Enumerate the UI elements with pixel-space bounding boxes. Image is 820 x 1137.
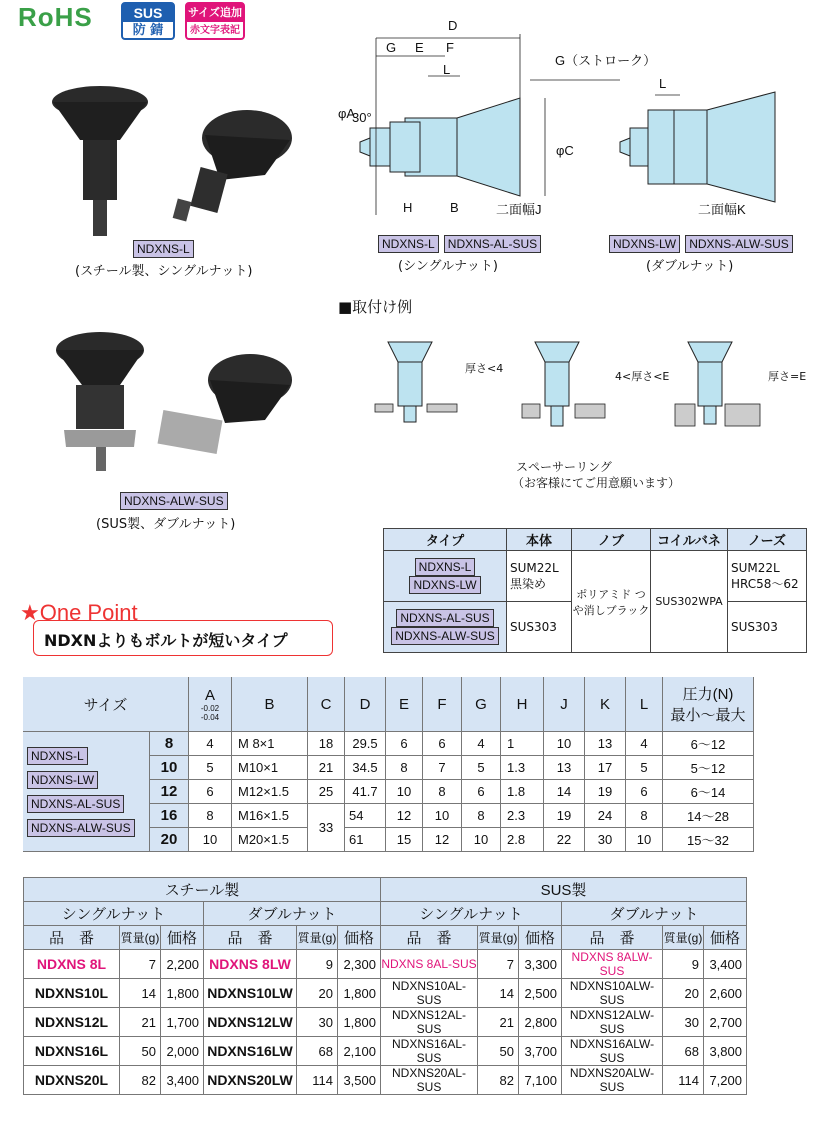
price-cell: 3,800 <box>704 1037 747 1066</box>
drawing-double-caption: (ダブルナット) <box>646 259 734 274</box>
price-cell: 3,500 <box>338 1066 381 1095</box>
dim-J: 二面幅J <box>496 202 542 217</box>
spec-cell: 14 <box>544 780 585 804</box>
price-col-pn: 品 番 <box>562 926 663 950</box>
price-cell: NDXNS20AL-SUS <box>381 1066 478 1095</box>
spec-cell: 10 <box>544 732 585 756</box>
spec-head-A: A <box>204 686 215 704</box>
price-cell: 2,600 <box>704 979 747 1008</box>
price-cell: 68 <box>297 1037 338 1066</box>
price-cell: 21 <box>478 1008 519 1037</box>
spec-size-10: 10 <box>150 756 189 780</box>
price-cell: 9 <box>663 950 704 979</box>
spec-head-K: K <box>585 677 626 732</box>
price-col-mass: 質量(g) <box>120 926 161 950</box>
price-cell: NDXNS 8AL-SUS <box>381 950 478 979</box>
spec-type-2: NDXNS-LW <box>27 771 98 789</box>
spec-head-E: E <box>386 677 423 732</box>
price-cell: 20 <box>663 979 704 1008</box>
spec-cell: 8 <box>626 804 663 828</box>
spec-cell: 10 <box>462 828 501 852</box>
price-cell: 9 <box>297 950 338 979</box>
price-table <box>23 877 747 1095</box>
spec-type-1: NDXNS-L <box>27 747 88 765</box>
mat-head-nose: ノーズ <box>728 529 807 551</box>
spec-head-L: L <box>626 677 663 732</box>
price-col-pn: 品 番 <box>204 926 297 950</box>
photo-single-nut <box>45 80 295 250</box>
price-cell: 3,400 <box>161 1066 204 1095</box>
sus-badge-bottom: 防 錆 <box>132 23 164 38</box>
spec-cell: 24 <box>585 804 626 828</box>
price-cell: NDXNS20LW <box>204 1066 297 1095</box>
price-sub-4: ダブルナット <box>562 902 747 926</box>
spec-cell: 5～12 <box>663 756 754 780</box>
spec-cell: 13 <box>585 732 626 756</box>
spec-head-pressure-range: 最小～最大 <box>670 707 746 724</box>
spec-size-8: 8 <box>150 732 189 756</box>
mount-title: ■取付け例 <box>338 298 413 316</box>
drawing-single-caption: (シングルナット) <box>398 259 498 274</box>
mat-body-steel: SUM22L 黒染め <box>507 551 572 602</box>
dim-H: H <box>403 200 413 215</box>
size-badge <box>185 2 245 40</box>
spec-head-H: H <box>501 677 544 732</box>
spec-cell: 21 <box>308 756 345 780</box>
spec-head-J: J <box>544 677 585 732</box>
spec-cell: 14～28 <box>663 804 754 828</box>
mat-spring: SUS302WPA <box>651 551 728 653</box>
price-col-mass: 質量(g) <box>663 926 704 950</box>
spec-head-A-tol-bottom: -0.04 <box>200 712 220 722</box>
spec-size-12: 12 <box>150 780 189 804</box>
price-cell: 2,800 <box>519 1008 562 1037</box>
photo-double-caption: (SUS製、ダブルナット) <box>96 517 236 532</box>
spec-cell: 12 <box>386 804 423 828</box>
mat-head-knob: ノブ <box>572 529 651 551</box>
spec-cell: 6 <box>462 780 501 804</box>
dim-L: L <box>443 62 451 77</box>
spec-cell: 19 <box>585 780 626 804</box>
spec-cell: 6 <box>626 780 663 804</box>
mat-body-sus: SUS303 <box>507 602 572 653</box>
price-cell: NDXNS12ALW-SUS <box>562 1008 663 1037</box>
price-cell: NDXNS16ALW-SUS <box>562 1037 663 1066</box>
spec-cell: 8 <box>462 804 501 828</box>
price-group-sus: SUS製 <box>381 878 747 902</box>
price-cell: 7,200 <box>704 1066 747 1095</box>
spec-cell: 1.8 <box>501 780 544 804</box>
photo-double-label: NDXNS-ALW-SUS <box>120 492 228 510</box>
spec-cell: M16×1.5 <box>232 804 308 828</box>
spec-cell: 61 <box>345 828 386 852</box>
price-cell: 3,400 <box>704 950 747 979</box>
sus-badge <box>121 2 175 40</box>
spec-cell: 10 <box>423 804 462 828</box>
spec-head-F: F <box>423 677 462 732</box>
price-col-mass: 質量(g) <box>478 926 519 950</box>
spec-cell: 15 <box>386 828 423 852</box>
one-point-text: NDXNよりもボルトが短いタイプ <box>44 631 288 650</box>
spec-head-G: G <box>462 677 501 732</box>
price-cell: 68 <box>663 1037 704 1066</box>
spec-cell: 18 <box>308 732 345 756</box>
spec-head-B: B <box>232 677 308 732</box>
spec-cell: 1 <box>501 732 544 756</box>
mount-t1: 厚さ<4 <box>465 362 504 375</box>
price-sub-2: ダブルナット <box>204 902 381 926</box>
spec-cell: 17 <box>585 756 626 780</box>
spec-table <box>23 677 754 852</box>
spec-cell: 15～32 <box>663 828 754 852</box>
price-col-price: 価格 <box>704 926 747 950</box>
spec-cell: 6 <box>423 732 462 756</box>
dim-D: D <box>448 18 458 33</box>
price-col-price: 価格 <box>519 926 562 950</box>
rohs-logo: RoHS <box>18 2 93 32</box>
price-cell: NDXNS20L <box>24 1066 120 1095</box>
spec-cell: 19 <box>544 804 585 828</box>
mat-nose-steel: SUM22L HRC58～62 <box>728 551 807 602</box>
mount-t2: 4<厚さ<E <box>615 370 670 383</box>
spec-cell: 13 <box>544 756 585 780</box>
mat-type-4: NDXNS-ALW-SUS <box>391 627 499 645</box>
price-cell: 21 <box>120 1008 161 1037</box>
spec-head-C: C <box>308 677 345 732</box>
price-cell: NDXNS12AL-SUS <box>381 1008 478 1037</box>
price-cell: 2,700 <box>704 1008 747 1037</box>
mat-type-3: NDXNS-AL-SUS <box>396 609 493 627</box>
price-sub-3: シングルナット <box>381 902 562 926</box>
price-cell: NDXNS10AL-SUS <box>381 979 478 1008</box>
spec-cell: 1.3 <box>501 756 544 780</box>
spec-cell: 2.3 <box>501 804 544 828</box>
spec-cell: 8 <box>423 780 462 804</box>
price-cell: 2,200 <box>161 950 204 979</box>
price-cell: NDXNS12L <box>24 1008 120 1037</box>
price-cell: 3,300 <box>519 950 562 979</box>
dim-angle: 30° <box>352 110 372 125</box>
price-group-steel: スチール製 <box>24 878 381 902</box>
mount-spacer-1: スペーサーリング <box>516 460 612 474</box>
dim-G: G <box>386 40 397 55</box>
photo-single-caption: (スチール製、シングルナット) <box>75 264 253 279</box>
price-cell: 114 <box>663 1066 704 1095</box>
spec-cell: 6 <box>189 780 232 804</box>
spec-cell: 29.5 <box>345 732 386 756</box>
dim-F: F <box>446 40 454 55</box>
photo-double-nut <box>50 325 300 485</box>
spec-cell: M 8×1 <box>232 732 308 756</box>
price-row <box>24 1066 747 1095</box>
spec-size-16: 16 <box>150 804 189 828</box>
price-cell: 2,500 <box>519 979 562 1008</box>
price-cell: 2,300 <box>338 950 381 979</box>
price-row <box>24 1037 747 1066</box>
spec-cell: 6～14 <box>663 780 754 804</box>
spec-cell: 22 <box>544 828 585 852</box>
price-cell: 50 <box>120 1037 161 1066</box>
price-cell: NDXNS10L <box>24 979 120 1008</box>
spec-cell: 8 <box>386 756 423 780</box>
spec-type-3: NDXNS-AL-SUS <box>27 795 124 813</box>
spec-cell: 10 <box>189 828 232 852</box>
drawing-double-label-2: NDXNS-ALW-SUS <box>685 235 793 253</box>
price-cell: NDXNS 8LW <box>204 950 297 979</box>
mat-head-type: タイプ <box>384 529 507 551</box>
spec-head-size: サイズ <box>23 677 189 732</box>
spec-cell: 12 <box>423 828 462 852</box>
dim-C: φC <box>556 143 574 158</box>
spec-head-A-tol-top: -0.02 <box>200 703 220 713</box>
price-row <box>24 1008 747 1037</box>
price-cell: 30 <box>663 1008 704 1037</box>
spec-cell: 34.5 <box>345 756 386 780</box>
price-col-pn: 品 番 <box>24 926 120 950</box>
price-col-price: 価格 <box>161 926 204 950</box>
price-cell: 7,100 <box>519 1066 562 1095</box>
mat-type-1: NDXNS-L <box>415 558 476 576</box>
dim-K: 二面幅K <box>698 202 746 217</box>
price-col-mass: 質量(g) <box>297 926 338 950</box>
price-cell: 7 <box>478 950 519 979</box>
spec-cell: 10 <box>626 828 663 852</box>
material-table <box>383 528 807 653</box>
price-cell: NDXNS16L <box>24 1037 120 1066</box>
price-cell: NDXNS 8L <box>24 950 120 979</box>
price-cell: 2,000 <box>161 1037 204 1066</box>
spec-cell: 7 <box>423 756 462 780</box>
price-cell: NDXNS20ALW-SUS <box>562 1066 663 1095</box>
price-cell: 114 <box>297 1066 338 1095</box>
price-cell: 3,700 <box>519 1037 562 1066</box>
spec-cell: 5 <box>189 756 232 780</box>
price-cell: 14 <box>120 979 161 1008</box>
price-cell: 2,100 <box>338 1037 381 1066</box>
mat-type-2: NDXNS-LW <box>409 576 480 594</box>
price-col-price: 価格 <box>338 926 381 950</box>
price-cell: NDXNS12LW <box>204 1008 297 1037</box>
price-cell: 82 <box>478 1066 519 1095</box>
photo-single-label: NDXNS-L <box>133 240 194 258</box>
price-cell: NDXNS16LW <box>204 1037 297 1066</box>
dim-B: B <box>450 200 459 215</box>
spec-cell: 6～12 <box>663 732 754 756</box>
spec-cell: 5 <box>626 756 663 780</box>
price-cell: 20 <box>297 979 338 1008</box>
price-cell: 1,700 <box>161 1008 204 1037</box>
price-cell: NDXNS 8ALW-SUS <box>562 950 663 979</box>
price-cell: 82 <box>120 1066 161 1095</box>
size-badge-top: サイズ追加 <box>187 4 243 22</box>
price-row <box>24 979 747 1008</box>
drawing-double-label-1: NDXNS-LW <box>609 235 680 253</box>
price-cell: 50 <box>478 1037 519 1066</box>
drawing-single-label-1: NDXNS-L <box>378 235 439 253</box>
spec-cell: M12×1.5 <box>232 780 308 804</box>
spec-cell: 54 <box>345 804 386 828</box>
spec-cell: 4 <box>626 732 663 756</box>
mat-knob: ポリアミド つや消しブラック <box>572 551 651 653</box>
spec-cell: 4 <box>462 732 501 756</box>
spec-cell: 41.7 <box>345 780 386 804</box>
mount-t3: 厚さ=E <box>768 370 807 383</box>
spec-cell: M10×1 <box>232 756 308 780</box>
price-cell: NDXNS16AL-SUS <box>381 1037 478 1066</box>
mat-nose-sus: SUS303 <box>728 602 807 653</box>
price-sub-1: シングルナット <box>24 902 204 926</box>
spec-head-pressure: 圧力(N) <box>682 686 734 703</box>
mount-spacer-2: （お客様にてご用意願います） <box>512 476 681 490</box>
dim-A: φA <box>338 106 356 121</box>
spec-size-20: 20 <box>150 828 189 852</box>
spec-cell: 4 <box>189 732 232 756</box>
spec-cell: 25 <box>308 780 345 804</box>
dim-E: E <box>415 40 424 55</box>
dim-stroke: G（ストローク） <box>555 53 657 68</box>
spec-cell: 6 <box>386 732 423 756</box>
spec-head-D: D <box>345 677 386 732</box>
mat-head-body: 本体 <box>507 529 572 551</box>
price-row <box>24 950 747 979</box>
one-point-title: ★One Point <box>20 600 138 625</box>
price-cell: 30 <box>297 1008 338 1037</box>
price-col-pn: 品 番 <box>381 926 478 950</box>
dimension-drawing <box>320 10 820 270</box>
price-cell: 1,800 <box>338 1008 381 1037</box>
mount-drawing <box>370 320 807 450</box>
dim-L2: L <box>659 76 667 91</box>
spec-cell: 5 <box>462 756 501 780</box>
size-badge-bottom: 赤文字表記 <box>190 25 240 36</box>
price-cell: 7 <box>120 950 161 979</box>
spec-cell: 10 <box>386 780 423 804</box>
price-cell: NDXNS10LW <box>204 979 297 1008</box>
price-cell: 14 <box>478 979 519 1008</box>
spec-cell: 30 <box>585 828 626 852</box>
drawing-single-label-2: NDXNS-AL-SUS <box>444 235 541 253</box>
spec-cell: 2.8 <box>501 828 544 852</box>
spec-cell: 8 <box>189 804 232 828</box>
mat-head-spring: コイルバネ <box>651 529 728 551</box>
price-cell: 1,800 <box>338 979 381 1008</box>
price-cell: NDXNS10ALW-SUS <box>562 979 663 1008</box>
spec-cell: M20×1.5 <box>232 828 308 852</box>
spec-cell: 33 <box>308 804 345 852</box>
price-cell: 1,800 <box>161 979 204 1008</box>
spec-type-4: NDXNS-ALW-SUS <box>27 819 135 837</box>
sus-badge-top: SUS <box>123 4 173 22</box>
